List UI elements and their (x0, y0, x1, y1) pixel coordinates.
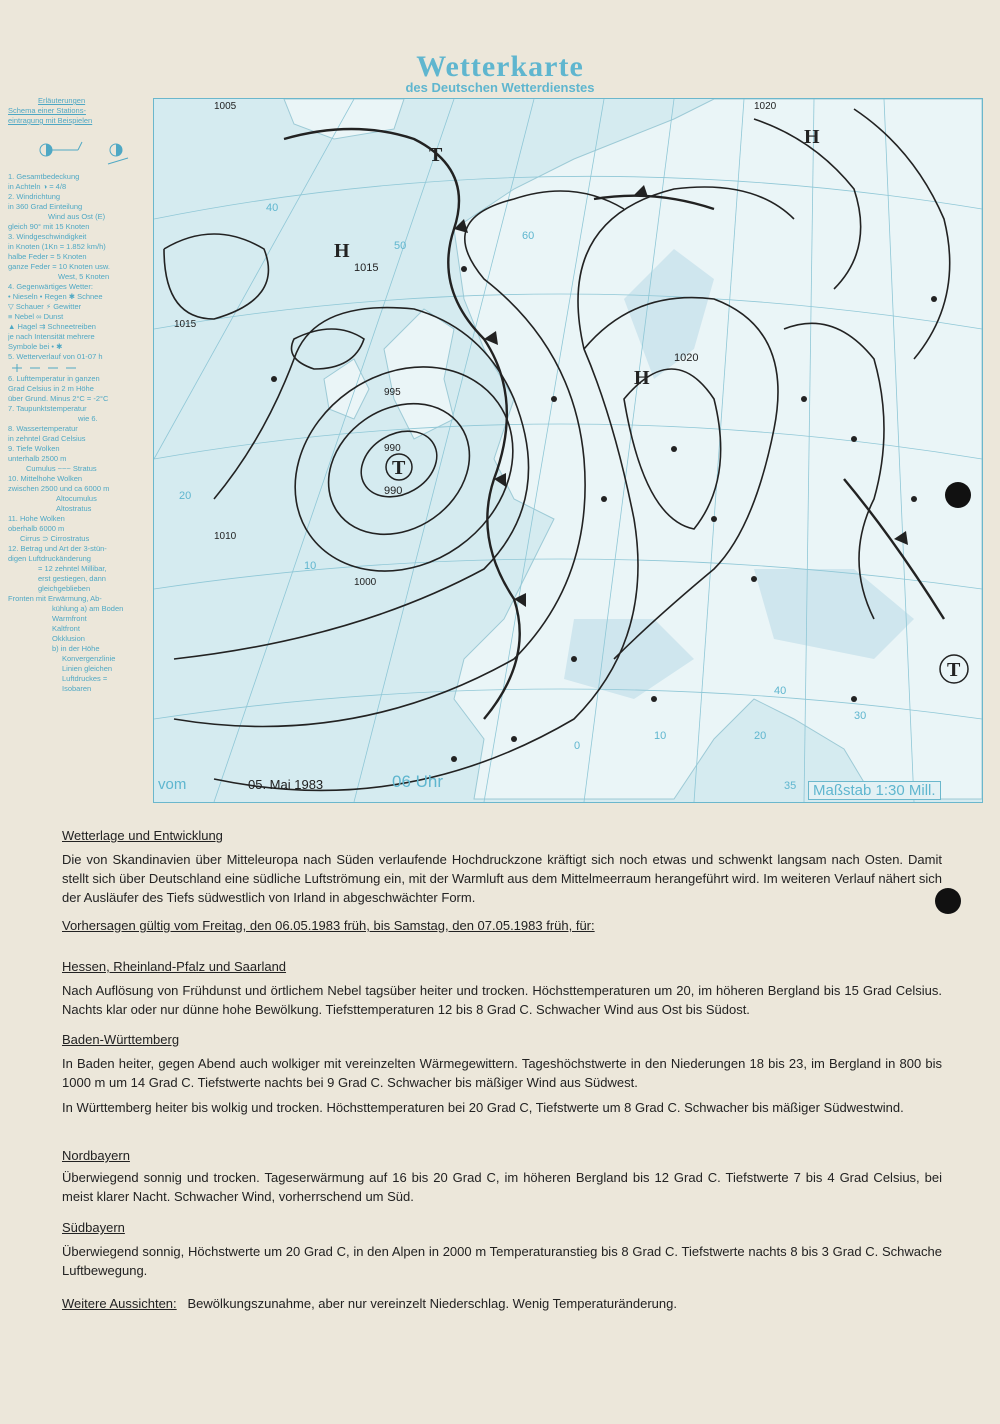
legend-station-schema (8, 126, 152, 172)
legend-line: in Achteln ◑ = 4/8 (8, 182, 67, 191)
legend-line: je nach Intensität mehrere (8, 332, 95, 341)
legend-line: über Grund. Minus 2°C = -2°C (8, 394, 109, 403)
legend-line: 7. Taupunktstemperatur (8, 404, 87, 413)
high-center-label: H (334, 240, 350, 262)
legend-line: ▽ Schauer ⚡ Gewitter (8, 302, 82, 311)
grid-label: 35 (784, 780, 797, 792)
high-center-value: 1020 (674, 352, 699, 364)
legend-line: Cumulus ~~~ Stratus (26, 464, 97, 473)
station-dot (931, 296, 937, 302)
legend-line: = 12 zehntel Millibar, (38, 564, 107, 573)
map-time: 06 Uhr (392, 772, 444, 791)
legend-line: Fronten mit Erwärmung, Ab- (8, 594, 102, 603)
station-dot (711, 516, 717, 522)
legend-line: • Nieseln • Regen ✱ Schnee (8, 292, 103, 301)
station-dot (671, 446, 677, 452)
legend-line: ▲ Hagel ⇉ Schneetreiben (8, 322, 96, 331)
station-dot (601, 496, 607, 502)
legend-line: 9. Tiefe Wolken (8, 444, 60, 453)
legend-line: Cirrus ⊃ Cirrostratus (20, 534, 90, 543)
station-dot (271, 376, 277, 382)
legend-line: 10. Mittelhohe Wolken (8, 474, 83, 483)
page-subtitle: des Deutschen Wetterdienstes (405, 80, 595, 95)
outlook-text: Bewölkungszunahme, aber nur vereinzelt Niederschlag. Wenig Temperaturänderung. (187, 1296, 677, 1311)
region-text-suedbayern: Überwiegend sonnig, Höchstwerte um 20 Grad C, in den Alpen in 2000 m Temperaturanstieg bis 8 Grad C. Tiefstwerte nachts 8 bis 3 Grad C. Schwache Luftbewegung. (62, 1244, 942, 1278)
legend-line: 5. Wetterverlauf von 01-07 h (8, 352, 103, 361)
legend-line: Schema einer Stations- (8, 106, 86, 115)
legend-line: 12. Betrag und Art der 3-stün- (8, 544, 107, 553)
grid-label: 10 (654, 730, 667, 742)
legend-line: ≡ Nebel ∞ Dunst (8, 312, 64, 321)
station-dot (751, 576, 757, 582)
legend-line: 8. Wassertemperatur (8, 424, 78, 433)
high-center-label: H (804, 126, 820, 148)
station-dot (511, 736, 517, 742)
region-text-hessen: Nach Auflösung von Frühdunst und örtlichem Nebel tagsüber heiter und trocken. Höchsttemperaturen um 20, im höheren Bergland bis 15 Grad Celsius. Nachts klar oder nur dünne hohe Bewölkung. Tiefsttemperaturen 12 bis 8 Grad C. Schwacher Wind aus Ost bis Südost. (62, 983, 942, 1017)
grid-label: 50 (394, 240, 407, 252)
station-dot (551, 396, 557, 402)
legend-line: eintragung mit Beispielen (8, 116, 93, 125)
legend-line: Luftdruckes = (62, 674, 108, 683)
legend-line: 3. Windgeschwindigkeit (8, 232, 87, 241)
legend-line: wie 6. (78, 414, 98, 423)
region-heading-hessen: Hessen, Rheinland-Pfalz und Saarland (62, 959, 287, 974)
legend-course-symbols (8, 362, 152, 374)
legend-line: Symbole bei • ✱ (8, 342, 63, 351)
legend-line: Isobaren (62, 684, 92, 693)
region-heading-suedbayern: Südbayern (62, 1220, 125, 1235)
legend-line: 2. Windrichtung (8, 192, 61, 201)
grid-label: 10 (304, 560, 317, 572)
station-dot (451, 756, 457, 762)
legend-line: Linien gleichen (62, 664, 113, 673)
grid-label: 60 (522, 230, 535, 242)
grid-label: 30 (854, 710, 867, 722)
low-center-label: T (392, 457, 406, 479)
legend-line: kühlung a) am Boden (52, 604, 124, 613)
low-center-value: 990 (384, 485, 403, 497)
legend-line: West, 5 Knoten (58, 272, 110, 281)
outlook (62, 1294, 942, 1313)
low-center-label: T (429, 144, 443, 166)
legend-line: erst gestiegen, dann (38, 574, 106, 583)
isobar-label: 990 (384, 443, 401, 454)
station-dot (571, 656, 577, 662)
legend-line: digen Luftdruckänderung (8, 554, 91, 563)
isobar-label: 1020 (754, 101, 777, 112)
isobar-label: 1010 (214, 531, 237, 542)
legend-line: Grad Celsius in 2 m Höhe (8, 384, 94, 393)
situation-text: Die von Skandinavien über Mitteleuropa nach Süden verlaufende Hochdruckzone kräftigt sich noch etwas und schwenkt langsam nach Osten. Damit stellt sich über Deutschland eine südliche Luftströmung ein, mit der Warmluft aus dem Mittelmeerraum herangeführt wird. Im weiteren Verlauf nähert sich der Ausläufer des Tiefs südwestlich von Irland in abgeschwächter Form. (62, 852, 942, 905)
weather-map-svg (154, 99, 982, 802)
map-footer-vom: vom (158, 776, 187, 793)
legend-line: Altostratus (56, 504, 92, 513)
legend-line: b) in der Höhe (52, 644, 100, 653)
legend-line: 6. Lufttemperatur in ganzen (8, 374, 100, 383)
legend-line: in 360 Grad Einteilung (8, 202, 83, 211)
legend-line: zwischen 2500 und ca 6000 m (8, 484, 110, 493)
isobar-label: 1005 (214, 101, 237, 112)
legend-line: Kaltfront (52, 624, 80, 633)
isobar-1015-west (164, 234, 268, 319)
grid-label: 40 (774, 685, 787, 697)
continent-land (454, 99, 982, 799)
page-title: Wetterkarte (416, 50, 584, 83)
region-heading-nordbayern: Nordbayern (62, 1148, 130, 1163)
legend-line: Okklusion (52, 634, 85, 643)
station-dot (851, 436, 857, 442)
station-dot (461, 266, 467, 272)
title-block (0, 50, 1000, 95)
grid-label: 20 (754, 730, 767, 742)
station-dot (851, 696, 857, 702)
situation-heading: Wetterlage und Entwicklung (62, 828, 223, 843)
legend-line: gleichgeblieben (38, 584, 91, 593)
legend-line: gleich 90° mit 15 Knoten (8, 222, 90, 231)
legend-line: halbe Feder = 5 Knoten (8, 252, 87, 261)
grid-label: 20 (179, 490, 192, 502)
outlook-label: Weitere Aussichten: (62, 1296, 177, 1311)
legend-line: 4. Gegenwärtiges Wetter: (8, 282, 93, 291)
station-dot (651, 696, 657, 702)
isobar-label: 1015 (174, 319, 197, 330)
isobar-label: 995 (384, 387, 401, 398)
map-scale: Maßstab 1:30 Mill. (808, 781, 941, 800)
region-text-baden: In Baden heiter, gegen Abend auch wolkiger mit vereinzelten Wärmegewittern. Tageshöchstwerte in den Niederungen 18 bis 23, im Bergland in 800 bis 1000 m um 14 Grad C. Tiefstwerte nachts bei 9 Grad C. Schwacher bis mäßiger Wind aus Südwest. (62, 1056, 942, 1090)
legend-line: 11. Hohe Wolken (8, 514, 65, 523)
legend-line: 1. Gesamtbedeckung (8, 172, 80, 181)
legend-line: Warmfront (52, 614, 87, 623)
grid-label: 40 (266, 202, 279, 214)
region-text-wuerttemberg: In Württemberg heiter bis wolkig und trocken. Höchsttemperaturen bei 20 Grad C, Tiefstwerte um 8 Grad C. Schwacher bis mäßiger Südwestwind. (62, 1100, 904, 1115)
isobar-label: 1000 (354, 577, 377, 588)
legend-line: Konvergenzlinie (62, 654, 116, 663)
grid-label: 0 (574, 740, 581, 752)
longitude-line (154, 99, 354, 459)
legend-heading: Erläuterungen (38, 96, 86, 105)
legend-line: oberhalb 6000 m (8, 524, 65, 533)
station-dot (801, 396, 807, 402)
legend-line: Altocumulus (56, 494, 97, 503)
weather-map (153, 98, 983, 803)
region-text-nordbayern: Überwiegend sonnig und trocken. Tageserwärmung auf 16 bis 20 Grad C, im höheren Bergland bis 12 Grad C. Tiefstwerte 7 bis 4 Grad Celsius, bei meist klarer Nacht. Schwacher Wind, vorherrschend um Süd. (62, 1170, 942, 1204)
map-date: 05. Mai 1983 (248, 777, 324, 792)
region-heading-bw: Baden-Württemberg (62, 1032, 180, 1047)
legend-line: unterhalb 2500 m (8, 454, 67, 463)
legend-line: ganze Feder = 10 Knoten usw. (8, 262, 110, 271)
high-center-value: 1015 (354, 262, 379, 274)
legend-line: in Knoten (1Kn = 1.852 km/h) (8, 242, 106, 251)
legend-line: Wind aus Ost (E) (48, 212, 106, 221)
high-center-label: H (634, 367, 650, 389)
legend (8, 96, 152, 806)
station-dot (911, 496, 917, 502)
low-center-label: T (947, 659, 961, 681)
forecast-validity: Vorhersagen gültig vom Freitag, den 06.05.1983 früh, bis Samstag, den 07.05.1983 früh, für: (62, 918, 595, 933)
punch-hole (945, 482, 971, 508)
britain-land (384, 309, 454, 439)
legend-line: in zehntel Grad Celsius (8, 434, 86, 443)
